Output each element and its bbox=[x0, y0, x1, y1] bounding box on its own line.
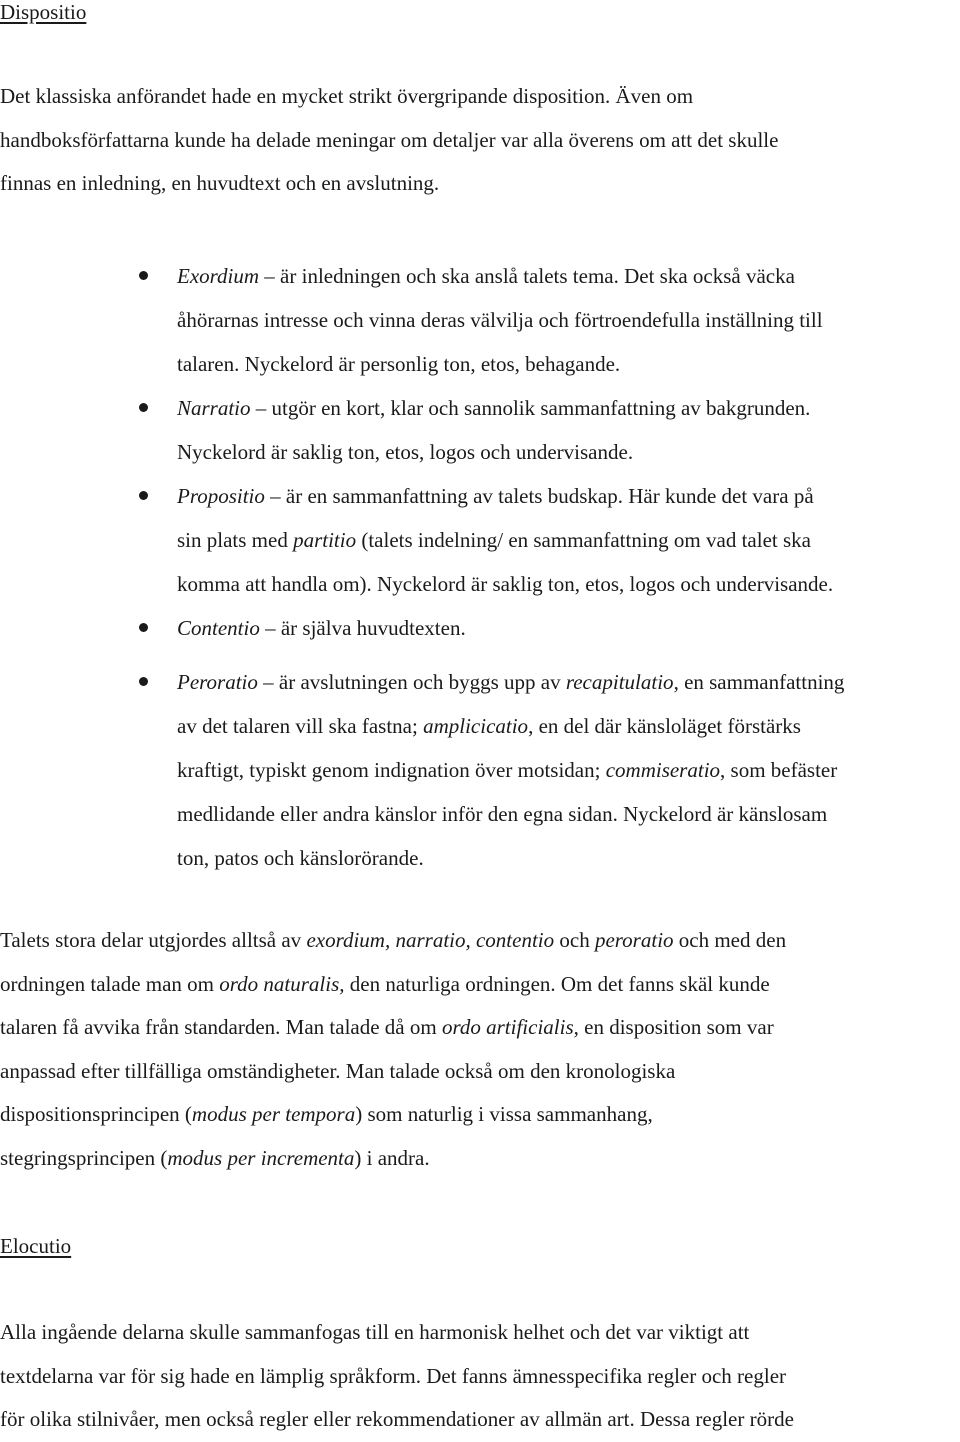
term: recapitulatio bbox=[565, 670, 674, 694]
term: Exordium bbox=[177, 264, 260, 288]
elocutio-line: textdelarna var för sig hade en lämplig språkform. Det fanns ämnesspecifika regler och regler bbox=[0, 1363, 787, 1388]
elocutio-paragraph bbox=[0, 1311, 794, 1442]
elocutio-line: Alla ingående delarna skulle sammanfogas till en harmonisk helhet och det var viktigt att bbox=[0, 1320, 750, 1344]
list-item-exordium: Exordium – är inledningen och ska anslå talets tema. Det ska också väcka åhörarnas intresse och vinna deras välvilja och förtroendefulla inställning till talaren. Nyckelord är personlig ton, etos, behagande. bbox=[0, 254, 960, 386]
term: amplicicatio bbox=[423, 714, 529, 738]
bullet-icon bbox=[139, 491, 148, 500]
intro-paragraph bbox=[0, 75, 778, 206]
list-item-narratio: Narratio – utgör en kort, klar och sannolik sammanfattning av bakgrunden. Nyckelord är saklig ton, etos, logos och undervisande. bbox=[0, 386, 960, 474]
parts-list bbox=[0, 254, 960, 880]
elocutio-line: för olika stilnivåer, men också regler eller rekommendationer av allmän art. Dessa regler rörde bbox=[0, 1407, 794, 1431]
intro-line: Det klassiska anförandet hade en mycket strikt övergripande disposition. Även om bbox=[0, 84, 694, 108]
term: partitio bbox=[293, 528, 357, 552]
bullet-icon bbox=[139, 677, 148, 686]
term: Contentio bbox=[177, 616, 260, 640]
intro-line: finnas en inledning, en huvudtext och en avslutning. bbox=[0, 171, 440, 195]
bullet-icon bbox=[139, 403, 148, 412]
bullet-icon bbox=[139, 271, 148, 280]
term: Propositio bbox=[177, 484, 265, 508]
list-item-peroratio: Peroratio – är avslutningen och byggs upp av recapitulatio, en sammanfattning av det talaren vill ska fastna; amplicicatio, en del där känsloläget förstärks kraftigt, typiskt genom indignation över motsidan; commiseratio, som befäster medlidande eller andra känslor inför den egna sidan. Nyckelord är känslosam ton, patos och känslorörande. bbox=[0, 660, 960, 880]
bullet-icon bbox=[139, 623, 148, 632]
term: commiseratio bbox=[605, 758, 721, 782]
summary-paragraph: Talets stora delar utgjordes alltså av exordium, narratio, contentio och peroratio och med den ordningen talade man om ordo naturalis, den naturliga ordningen. Om det fanns skäl kunde talaren få avvika från standarden. Man talade då om ordo artificialis, en disposition som var anpassad efter tillfälliga omständigheter. Man talade också om den kronologiska dispositionsprincipen (modus per tempora) som naturlig i vissa sammanhang, stegringsprincipen (modus per incrementa) i andra. bbox=[0, 928, 787, 1170]
list-item-propositio: Propositio – är en sammanfattning av talets budskap. Här kunde det vara på sin plats med partitio (talets indelning/ en sammanfattning om vad talet ska komma att handla om). Nyckelord är saklig ton, etos, logos och undervisande. bbox=[0, 474, 960, 606]
term: Peroratio bbox=[177, 670, 258, 694]
heading-elocutio: Elocutio bbox=[0, 1234, 72, 1258]
list-item-contentio: Contentio – är själva huvudtexten. bbox=[0, 606, 960, 650]
term: Narratio bbox=[177, 396, 251, 420]
heading-dispositio: Dispositio bbox=[0, 0, 87, 24]
intro-line: handboksförfattarna kunde ha delade meningar om detaljer var alla överens om att det skulle bbox=[0, 127, 779, 152]
